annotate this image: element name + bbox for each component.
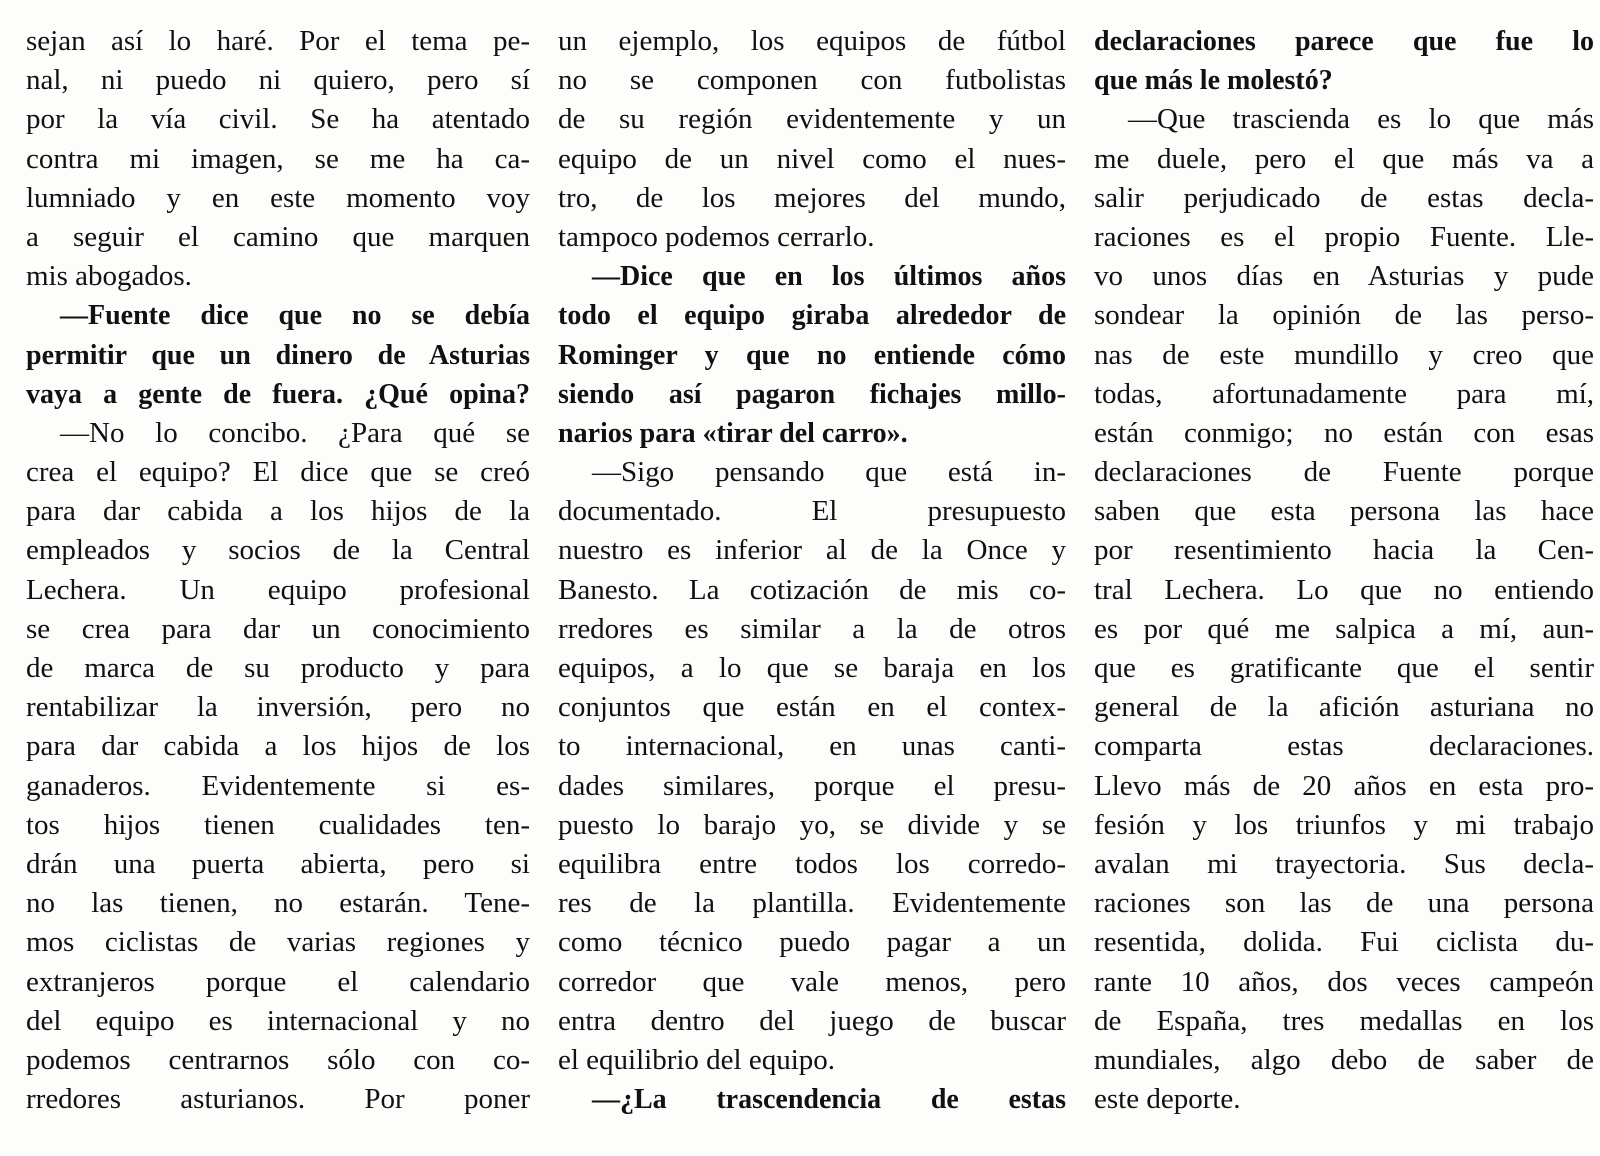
answer-text-line: del equipo es internacional y no xyxy=(26,1004,530,1037)
answer-text-line: nas de este mundillo y creo que xyxy=(1094,338,1594,371)
answer-text-line: nal, ni puedo ni quiero, pero sí xyxy=(26,64,530,97)
answer-text-line: —Que trascienda es lo que más xyxy=(1128,103,1594,136)
answer-text-line: se crea para dar un conocimiento xyxy=(26,612,530,645)
answer-text-line: —Sigo pensando que está in- xyxy=(592,456,1066,489)
answer-text-line: equipo de un nivel como el nues- xyxy=(558,142,1066,175)
answer-text-line: podemos centrarnos sólo con co- xyxy=(26,1043,530,1076)
question-text-line: que más le molestó? xyxy=(1094,65,1333,97)
answer-text-line: tampoco podemos cerrarlo. xyxy=(558,220,875,253)
answer-text-line: puesto lo barajo yo, se divide y se xyxy=(558,808,1066,841)
answer-text-line: extranjeros porque el calendario xyxy=(26,965,530,998)
answer-text-line: no las tienen, no estarán. Tene- xyxy=(26,887,530,920)
answer-text-line: dades similares, porque el presu- xyxy=(558,769,1066,802)
question-text-line: Rominger y que no entiende cómo xyxy=(558,339,1066,371)
answer-text-line: raciones son las de una persona xyxy=(1094,887,1594,920)
question-text-line: —Dice que en los últimos años xyxy=(592,261,1066,293)
answer-text-line: comparta estas declaraciones. xyxy=(1094,730,1594,763)
answer-text-line: mos ciclistas de varias regiones y xyxy=(26,926,530,959)
answer-text-line: mis abogados. xyxy=(26,260,192,293)
answer-text-line: rante 10 años, dos veces campeón xyxy=(1094,965,1594,998)
answer-text-line: rredores es similar a la de otros xyxy=(558,612,1066,645)
answer-text-line: documentado. El presupuesto xyxy=(558,495,1066,528)
question-text-line: declaraciones parece que fue lo xyxy=(1094,26,1594,57)
answer-text-line: rentabilizar la inversión, pero no xyxy=(26,691,530,724)
answer-text-line: que es gratificante que el sentir xyxy=(1094,652,1594,684)
answer-text-line: tral Lechera. Lo que no entiendo xyxy=(1094,573,1594,606)
answer-text-line: sondear la opinión de las perso- xyxy=(1094,299,1594,332)
answer-text-line: vo unos días en Asturias y pude xyxy=(1094,260,1594,293)
answer-text-line: corredor que vale menos, pero xyxy=(558,965,1066,998)
answer-text-line: crea el equipo? El dice que se creó xyxy=(26,456,530,489)
answer-text-line: ganaderos. Evidentemente si es- xyxy=(26,769,530,802)
answer-text-line: de marca de su producto y para xyxy=(26,652,530,684)
answer-text-line: como técnico puedo pagar a un xyxy=(558,926,1066,959)
answer-text-line: —No lo concibo. ¿Para qué se xyxy=(60,416,530,449)
answer-text-line: res de la plantilla. Evidentemente xyxy=(558,887,1066,920)
question-text-line: —¿La trascendencia de estas xyxy=(592,1084,1066,1116)
text-column-3 xyxy=(1094,22,1594,1119)
answer-text-line: este deporte. xyxy=(1094,1083,1241,1116)
answer-text-line: Banesto. La cotización de mis co- xyxy=(558,573,1066,606)
answer-text-line: sejan así lo haré. Por el tema pe- xyxy=(26,25,530,57)
answer-text-line: equipos, a lo que se baraja en los xyxy=(558,652,1066,684)
answer-text-line: conjuntos que están en el contex- xyxy=(558,691,1066,724)
question-text-line: —Fuente dice que no se debía xyxy=(60,300,530,332)
text-column-2 xyxy=(558,22,1066,1119)
answer-text-line: fesión y los triunfos y mi trabajo xyxy=(1094,808,1594,841)
answer-text-line: empleados y socios de la Central xyxy=(26,534,530,567)
answer-text-line: to internacional, en unas canti- xyxy=(558,730,1066,763)
answer-text-line: nuestro es inferior al de la Once y xyxy=(558,534,1066,567)
question-text-line: todo el equipo giraba alrededor de xyxy=(558,300,1066,332)
answer-text-line: de España, tres medallas en los xyxy=(1094,1004,1594,1037)
answer-text-line: Llevo más de 20 años en esta pro- xyxy=(1094,769,1594,802)
answer-text-line: resentida, dolida. Fui ciclista du- xyxy=(1094,926,1594,959)
answer-text-line: drán una puerta abierta, pero si xyxy=(26,847,530,880)
answer-text-line: saben que esta persona las hace xyxy=(1094,495,1594,528)
question-text-line: siendo así pagaron fichajes millo- xyxy=(558,378,1066,410)
answer-text-line: general de la afición asturiana no xyxy=(1094,691,1594,724)
answer-text-line: para dar cabida a los hijos de los xyxy=(26,730,530,763)
answer-text-line: declaraciones de Fuente porque xyxy=(1094,456,1594,489)
answer-text-line: contra mi imagen, se me ha ca- xyxy=(26,142,530,175)
answer-text-line: es por qué me salpica a mí, aun- xyxy=(1094,612,1594,645)
answer-text-line: el equilibrio del equipo. xyxy=(558,1043,836,1076)
answer-text-line: entra dentro del juego de buscar xyxy=(558,1004,1066,1037)
answer-text-line: lumniado y en este momento voy xyxy=(26,181,530,214)
answer-text-line: rredores asturianos. Por poner xyxy=(26,1083,530,1116)
answer-text-line: de su región evidentemente y un xyxy=(558,103,1066,136)
answer-text-line: avalan mi trayectoria. Sus decla- xyxy=(1094,847,1594,880)
answer-text-line: me duele, pero el que más va a xyxy=(1094,142,1594,175)
answer-text-line: a seguir el camino que marquen xyxy=(26,220,530,253)
text-column-1 xyxy=(26,22,530,1119)
answer-text-line: Lechera. Un equipo profesional xyxy=(26,573,530,606)
answer-text-line: todas, afortunadamente para mí, xyxy=(1094,377,1594,410)
answer-text-line: equilibra entre todos los corredo- xyxy=(558,847,1066,880)
answer-text-line: tro, de los mejores del mundo, xyxy=(558,181,1066,214)
answer-text-line: por resentimiento hacia la Cen- xyxy=(1094,534,1594,567)
answer-text-line: están conmigo; no están con esas xyxy=(1094,416,1594,449)
question-text-line: vaya a gente de fuera. ¿Qué opina? xyxy=(26,378,530,410)
answer-text-line: por la vía civil. Se ha atentado xyxy=(26,103,530,136)
question-text-line: narios para «tirar del carro». xyxy=(558,417,908,449)
answer-text-line: salir perjudicado de estas decla- xyxy=(1094,181,1594,214)
answer-text-line: raciones es el propio Fuente. Lle- xyxy=(1094,220,1594,253)
answer-text-line: no se componen con futbolistas xyxy=(558,64,1066,97)
answer-text-line: para dar cabida a los hijos de la xyxy=(26,495,530,528)
answer-text-line: mundiales, algo debo de saber de xyxy=(1094,1043,1594,1076)
question-text-line: permitir que un dinero de Asturias xyxy=(26,339,530,371)
answer-text-line: tos hijos tienen cualidades ten- xyxy=(26,808,530,841)
answer-text-line: un ejemplo, los equipos de fútbol xyxy=(558,25,1066,57)
